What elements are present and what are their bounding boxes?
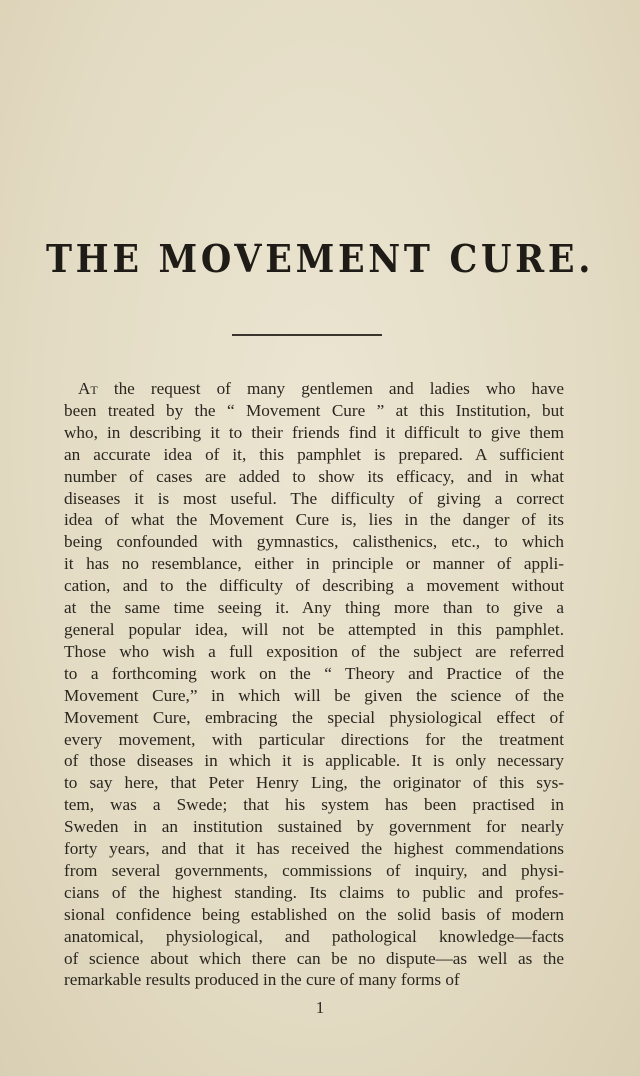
text-line: it has no resemblance, either in principle or manner of appli- bbox=[64, 554, 564, 574]
text-line: every movement, with particular directions for the treatment bbox=[64, 729, 564, 749]
text-line: remarkable results produced in the cure of many forms of bbox=[64, 970, 460, 990]
text-line: been treated by the “ Movement Cure ” at this Institution, but bbox=[64, 400, 564, 420]
text-line: idea of what the Movement Cure is, lies in the danger of its bbox=[64, 510, 564, 530]
body-paragraph bbox=[64, 378, 564, 991]
text-line: sional confidence being established on the solid basis of modern bbox=[64, 904, 564, 924]
text-line: number of cases are added to show its efficacy, and in what bbox=[64, 466, 564, 486]
page-number: 1 bbox=[315, 998, 325, 1017]
text-line: to a forthcoming work on the “ Theory and Practice of the bbox=[64, 663, 564, 683]
text-line: who, in describing it to their friends find it difficult to give them bbox=[64, 422, 564, 442]
text-line: forty years, and that it has received the highest commendations bbox=[64, 839, 564, 859]
page-title: THE MOVEMENT CURE. bbox=[45, 236, 595, 281]
text-line: an accurate idea of it, this pamphlet is prepared. A sufficient bbox=[64, 444, 564, 464]
text-line: of science about which there can be no dispute—as well as the bbox=[64, 948, 564, 968]
text-line: Those who wish a full exposition of the subject are referred bbox=[64, 641, 564, 661]
text-line: general popular idea, will not be attempted in this pamphlet. bbox=[64, 619, 564, 639]
text-line: Movement Cure,” in which will be given the science of the bbox=[64, 685, 564, 705]
text-line: cians of the highest standing. Its claims to public and profes- bbox=[64, 882, 564, 902]
opening-word: At bbox=[78, 379, 98, 398]
text-line: at the same time seeing it. Any thing more than to give a bbox=[64, 598, 564, 618]
text-line: from several governments, commissions of inquiry, and physi- bbox=[64, 860, 564, 880]
text-line: diseases it is most useful. The difficulty of giving a correct bbox=[64, 488, 564, 508]
text-line: Movement Cure, embracing the special physiological effect of bbox=[64, 707, 564, 727]
text-line: tem, was a Swede; that his system has been practised in bbox=[64, 795, 564, 815]
title-divider bbox=[232, 334, 382, 336]
text-line: At the request of many gentlemen and ladies who have bbox=[78, 379, 564, 398]
text-line: being confounded with gymnastics, calisthenics, etc., to which bbox=[64, 532, 564, 552]
text-line: anatomical, physiological, and pathological knowledge—facts bbox=[64, 926, 564, 946]
text-line: Sweden in an institution sustained by government for nearly bbox=[64, 817, 564, 837]
text-line: cation, and to the difficulty of describing a movement without bbox=[64, 576, 564, 596]
text-line: of those diseases in which it is applicable. It is only necessary bbox=[64, 751, 564, 771]
text-line: to say here, that Peter Henry Ling, the originator of this sys- bbox=[64, 773, 564, 793]
